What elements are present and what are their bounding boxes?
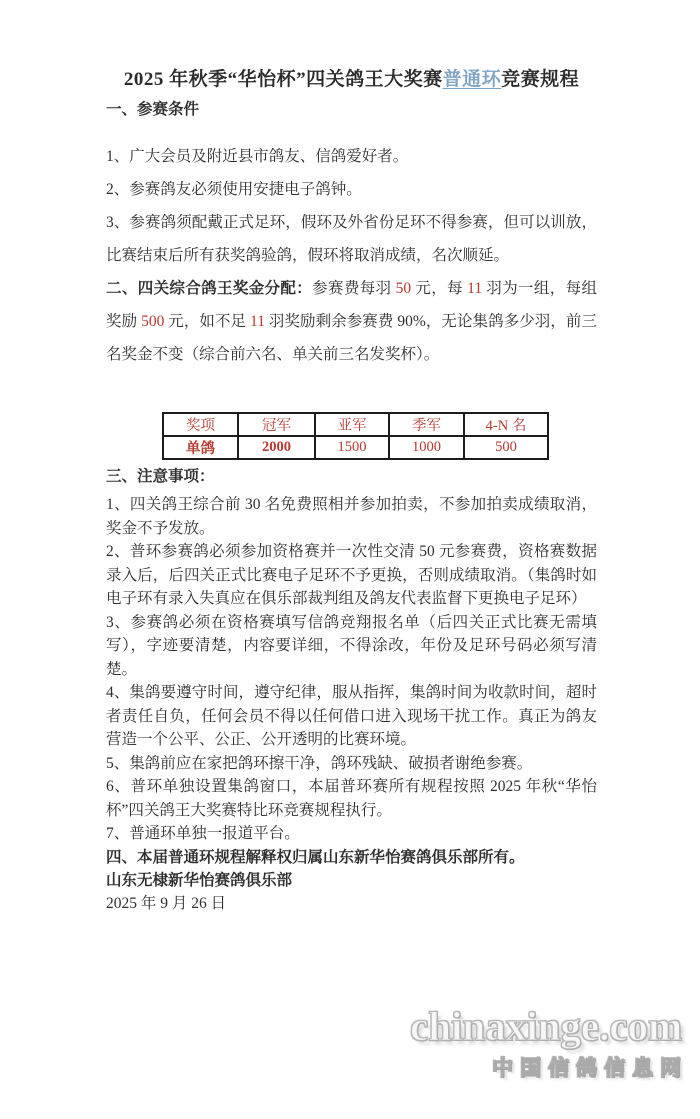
title-prefix: 2025 年秋季“华怡杯”四关鸽王大奖赛 — [123, 69, 443, 90]
section3-item-2: 2、普环参赛鸽必须参加资格赛并一次性交清 50 元参赛费，资格赛数据录入后，后四关正式比赛电子足环不予更换，否则成绩取消。（集鸽时如电子环有录入失真应在俱乐部裁判组及鸽友代表监督下更换电子足环） — [106, 543, 597, 607]
prize-table-header-row — [163, 413, 548, 436]
section2-fee-50: 50 — [395, 280, 412, 297]
prize-cell-1000: 1000 — [389, 436, 464, 459]
section2-text-5: 羽奖励剩余参赛费 90%，无论集鸽多少羽，前三名奖金不变（综合前六名、单关前三名发奖杯）。 — [106, 313, 597, 363]
chinaxinge-watermark-caption: 中国信鸽信息网 — [492, 1056, 688, 1080]
section1-item-1: 1、广大会员及附近县市鸽友、信鸽爱好者。 — [106, 148, 409, 165]
prize-cell-1500: 1500 — [315, 436, 389, 459]
section3-item-7: 7、普通环单独一报道平台。 — [106, 825, 300, 842]
document-title — [106, 66, 597, 93]
prize-table-value-row — [163, 436, 548, 459]
signature-organization: 山东无棣新华怡赛鸽俱乐部 — [106, 872, 293, 889]
section2-text-3: 羽为一组，每组奖励 — [106, 280, 597, 330]
prize-header-third: 季军 — [389, 413, 464, 436]
prize-header-4-n: 4-N 名 — [464, 413, 548, 436]
prize-header-runner-up: 亚军 — [315, 413, 389, 436]
section2-paragraph — [106, 272, 597, 371]
section1-item-3: 3、参赛鸽须配戴正式足环，假环及外省份足环不得参赛，但可以训放，比赛结束后所有获奖鸽验鸽，假环将取消成绩，名次顺延。 — [106, 214, 597, 264]
section4-statement: 四、本届普通环规程解释权归属山东新华怡赛鸽俱乐部所有。 — [106, 848, 525, 866]
section3-item-6: 6、普环单独设置集鸽窗口，本届普环赛所有规程按照 2025 年秋“华怡杯”四关鸽王大奖赛特比环竞赛规程执行。 — [106, 778, 597, 819]
prize-table — [162, 412, 549, 460]
prize-header-champion: 冠军 — [238, 413, 315, 436]
section2-reward-500: 500 — [141, 313, 165, 330]
prize-cell-single-pigeon: 单鸽 — [163, 436, 238, 459]
prize-header-category: 奖项 — [163, 413, 238, 436]
section2-short-11: 11 — [250, 313, 265, 330]
section1-item-2: 2、参赛鸽友必须使用安捷电子鸽钟。 — [106, 181, 362, 198]
prize-cell-2000: 2000 — [238, 436, 315, 459]
section2-lead: 二、四关综合鸽王奖金分配： — [106, 280, 313, 297]
section2-text-2: 元，每 — [411, 280, 468, 297]
signature-date: 2025 年 9 月 26 日 — [106, 895, 227, 912]
section2-group-11: 11 — [467, 280, 483, 297]
title-suffix: 竞赛规程 — [501, 69, 580, 90]
section3-heading: 三、注意事项： — [106, 468, 215, 485]
section3-item-5: 5、集鸽前应在家把鸽环擦干净，鸽环残缺、破损者谢绝参赛。 — [106, 754, 533, 772]
chinaxinge-watermark-logo: chinaxinge.com — [410, 1003, 683, 1049]
section3-item-3: 3、参赛鸽必须在资格赛填写信鸽竞翔报名单（后四关正式比赛无需填写），字迹要清楚，内容要详细，不得涂改，年份及足环号码必须写清楚。 — [106, 613, 597, 678]
section3-item-1: 1、四关鸽王综合前 30 名免费照相并参加拍卖，不参加拍卖成绩取消，奖金不予发放。 — [106, 496, 597, 537]
prize-cell-500: 500 — [464, 436, 548, 459]
section2-text-1: 参赛费每羽 — [312, 280, 396, 297]
section2-text-4: 元，如不足 — [164, 313, 251, 330]
title-highlight-ordinary-ring: 普通环 — [442, 69, 502, 90]
section3-item-4: 4、集鸽要遵守时间，遵守纪律，服从指挥，集鸽时间为收款时间，超时者责任自负，任何会员不得以任何借口进入现场干扰工作。真正为鸽友营造一个公平、公正、公开透明的比赛环境。 — [106, 684, 597, 748]
section1-heading: 一、参赛条件 — [106, 101, 200, 118]
